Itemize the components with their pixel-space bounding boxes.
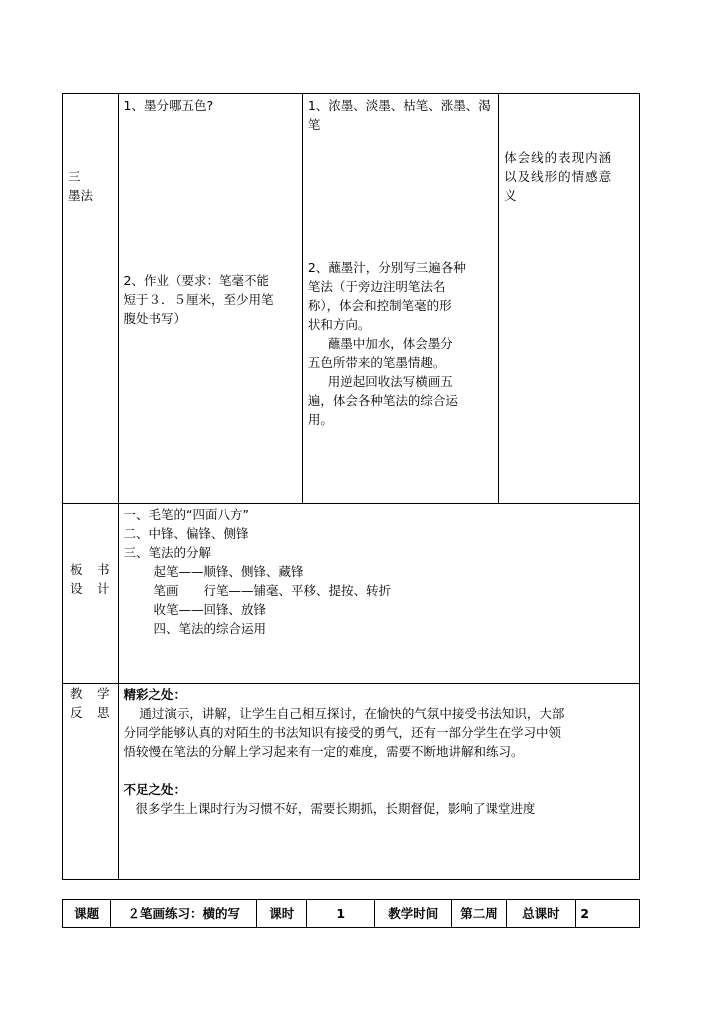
- shortcoming-line-1: 很多学生上课时行为习惯不好，需要长期抓，长期督促，影响了课堂进度: [123, 801, 536, 816]
- mofa-label-line1: 三: [68, 169, 81, 184]
- board-content-cell: [118, 504, 640, 684]
- mofa-activity-cell: [302, 94, 498, 504]
- lesson-info-row: [63, 900, 640, 928]
- total-label: 总课时: [506, 900, 576, 928]
- mofa-answer-1-line2: 笔: [307, 117, 321, 132]
- mofa-label-line2: 墨法: [68, 188, 94, 203]
- board-line-2: 二、中锋、偏锋、侧锋: [123, 526, 249, 541]
- topic-label: 课题: [63, 900, 111, 928]
- mofa-answer-2-line9: 用。: [307, 412, 333, 427]
- board-line-5: 笔画 行笔——铺毫、平移、提按、转折: [153, 583, 392, 598]
- mofa-section-label: [63, 94, 119, 504]
- board-label-line2: 设 计: [69, 581, 111, 596]
- highlight-line-3: 悟较慢在笔法的分解上学习起来有一定的难度，需要不断地讲解和练习。: [123, 744, 524, 759]
- period-label: 课时: [257, 900, 307, 928]
- mofa-question-2-line2: 短于３．５厘米，至少用笔: [123, 292, 274, 307]
- time-value: 第二周: [452, 900, 506, 928]
- reflection-label-line1: 教 学: [69, 686, 111, 701]
- mofa-answer-2-line5: 蘸墨中加水，体会墨分: [307, 336, 453, 351]
- mofa-row: [63, 94, 640, 504]
- period-value: 1: [307, 900, 375, 928]
- shortcoming-title: 不足之处：: [123, 782, 187, 797]
- mofa-answer-2-line2: 笔法（于旁边注明笔法名: [307, 279, 446, 294]
- board-line-6: 收笔——回锋、放锋: [153, 602, 267, 617]
- mofa-answer-1-line1: 1、浓墨、淡墨、枯笔、涨墨、渴: [307, 98, 491, 113]
- mofa-answer-2-line8: 遍，体会各种笔法的综合运: [307, 393, 458, 408]
- mofa-answer-2-line7: 用逆起回收法写横画五: [307, 374, 453, 389]
- mofa-goal-cell: [499, 94, 640, 504]
- mofa-question-2-line1: 2、作业（要求：笔毫不能: [123, 273, 269, 288]
- mofa-question-1: 1、墨分哪五色?: [123, 98, 214, 113]
- mofa-goal-line2: 以及线形的情感意: [504, 169, 613, 184]
- mofa-answer-2-line3: 称），体会和控制笔毫的形: [307, 298, 452, 313]
- board-line-1: 一、毛笔的“四面八方”: [123, 507, 249, 522]
- highlight-title: 精彩之处：: [123, 687, 187, 702]
- total-value: 2: [576, 900, 640, 928]
- highlight-line-2: 分同学能够认真的对陌生的书法知识有接受的勇气，还有一部分学生在学习中领: [123, 725, 562, 740]
- reflection-section-label: [63, 684, 119, 880]
- reflection-row: [63, 684, 640, 880]
- mofa-answer-2-line4: 状和方向。: [307, 317, 371, 332]
- topic-value: ２笔画练习：横的写: [111, 900, 257, 928]
- reflection-label-line2: 反 思: [69, 705, 111, 720]
- board-label-line1: 板 书: [69, 562, 111, 577]
- mofa-question-cell: [118, 94, 302, 504]
- lesson-info-table: [62, 899, 640, 928]
- mofa-answer-2-line6: 五色所带来的笔墨情趣。: [307, 355, 446, 370]
- mofa-goal-line1: 体会线的表现内涵: [504, 150, 613, 165]
- board-line-7: 四、笔法的综合运用: [153, 621, 267, 636]
- mofa-answer-2-line1: 2、蘸墨汁，分别写三遍各种: [307, 260, 466, 275]
- board-row: [63, 504, 640, 684]
- board-line-3: 三、笔法的分解: [123, 545, 212, 560]
- reflection-content-cell: [118, 684, 640, 880]
- board-section-label: [63, 504, 119, 684]
- time-label: 教学时间: [375, 900, 452, 928]
- highlight-line-1: 通过演示，讲解，让学生自己相互探讨，在愉快的气氛中接受书法知识，大部: [123, 706, 565, 721]
- board-line-4: 起笔——顺锋、侧锋、藏锋: [153, 564, 304, 579]
- mofa-goal-line3: 义: [504, 188, 518, 203]
- mofa-question-2-line3: 腹处书写）: [123, 311, 187, 326]
- lesson-table: [62, 93, 640, 880]
